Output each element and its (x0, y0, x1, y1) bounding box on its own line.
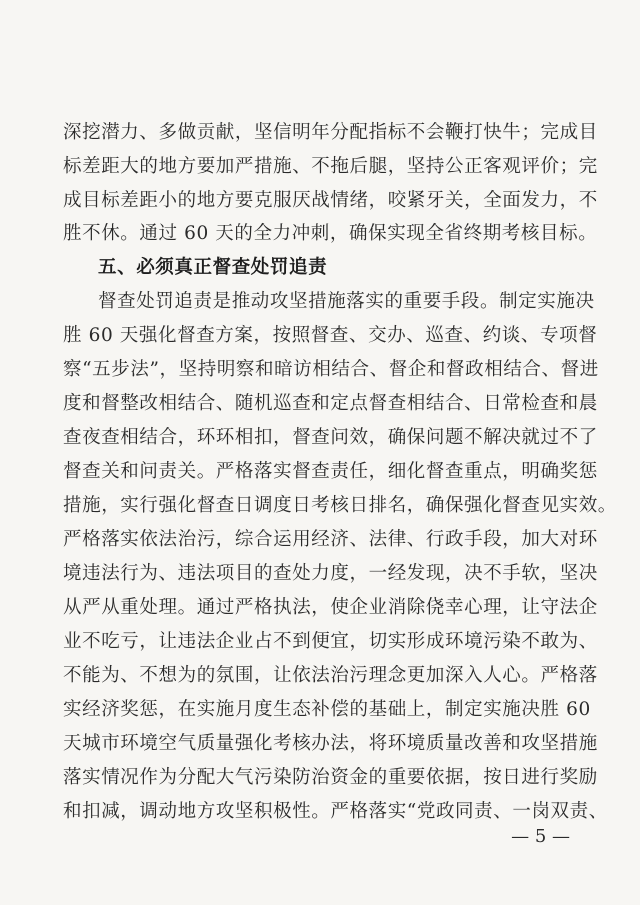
body-line: 不能为、不想为的氛围，让依法治污理念更加深入人心。严格落 (63, 665, 598, 686)
body-line: 措施，实行强化督查日调度日考核日排名，确保强化督查见实效。 (63, 495, 617, 516)
body-line: 查夜查相结合，环环相扣，督查问效，确保问题不解决就过不了 (63, 427, 598, 448)
body-line: 察“五步法”，坚持明察和暗访相结合、督企和督政相结合、督进 (63, 359, 599, 380)
body-line: 深挖潜力、多做贡献，坚信明年分配指标不会鞭打快牛；完成目 (63, 122, 598, 143)
body-line: 天城市环境空气质量强化考核办法，将环境质量改善和攻坚措施 (63, 733, 598, 754)
body-line: 境违法行为、违法项目的查处力度，一经发现，决不手软，坚决 (63, 563, 598, 584)
body-line: 严格落实依法治污，综合运用经济、法律、行政手段，加大对环 (63, 529, 598, 550)
body-line: 从严从重处理。通过严格执法，使企业消除侥幸心理，让守法企 (63, 597, 598, 618)
body-line: 成目标差距小的地方要克服厌战情绪，咬紧牙关，全面发力，不 (63, 190, 598, 211)
page-number: — 5 — (511, 826, 570, 847)
body-line: 落实情况作为分配大气污染防治资金的重要依据，按日进行奖励 (63, 767, 598, 788)
body-line: 胜 60 天强化督查方案，按照督查、交办、巡查、约谈、专项督 (63, 325, 598, 346)
body-line: 度和督整改相结合、随机巡查和定点督查相结合、日常检查和晨 (63, 393, 598, 414)
section-heading: 五、必须真正督查处罚追责 (98, 257, 328, 278)
body-line: 实经济奖惩，在实施月度生态补偿的基础上，制定实施决胜 60 (63, 699, 591, 720)
body-line: 胜不休。通过 60 天的全力冲刺，确保实现全省终期考核目标。 (63, 223, 598, 244)
body-line: 业不吃亏，让违法企业占不到便宜，切实形成环境污染不敢为、 (63, 631, 598, 652)
body-line: 标差距大的地方要加严措施、不拖后腿，坚持公正客观评价；完 (63, 156, 598, 177)
body-line: 督查处罚追责是推动攻坚措施落实的重要手段。制定实施决 (98, 291, 595, 312)
body-line: 督查关和问责关。严格落实督查责任，细化督查重点，明确奖惩 (63, 461, 598, 482)
body-line: 和扣减，调动地方攻坚积极性。严格落实“党政同责、一岗双责、 (63, 801, 608, 822)
